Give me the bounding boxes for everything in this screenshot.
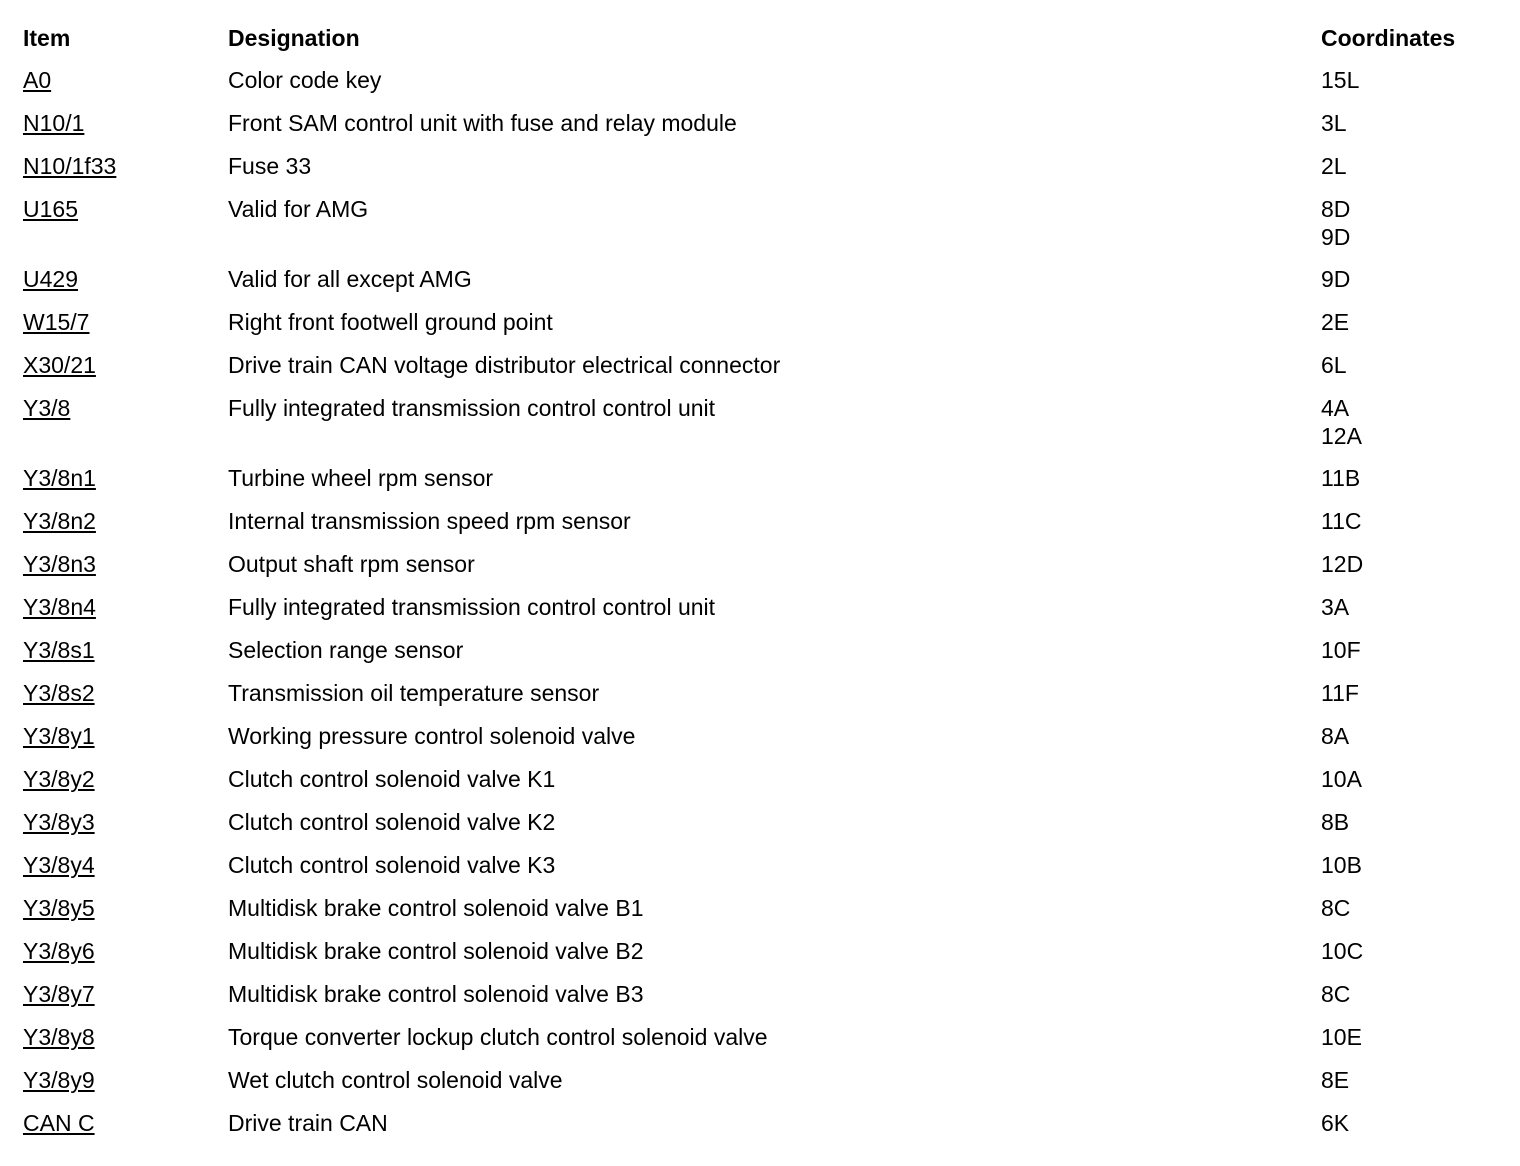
item-link[interactable]: Y3/8y2 (23, 766, 95, 792)
coordinate-value: 3L (1321, 110, 1347, 136)
designation-text: Drive train CAN voltage distributor electrical connector (228, 352, 781, 378)
coordinate-value: 2L (1321, 153, 1347, 179)
designation-text: Working pressure control solenoid valve (228, 723, 636, 749)
item-link[interactable]: X30/21 (23, 352, 96, 378)
designation-text: Fully integrated transmission control control unit (228, 594, 716, 620)
designation-text: Color code key (228, 67, 382, 93)
item-link[interactable]: Y3/8s2 (23, 680, 95, 706)
coordinate-value: 12D (1321, 551, 1364, 577)
coordinate-value: 12A (1321, 423, 1362, 449)
designation-text: Multidisk brake control solenoid valve B1 (228, 895, 644, 921)
coordinate-value: 10C (1321, 938, 1364, 964)
designation-text: Clutch control solenoid valve K1 (228, 766, 556, 792)
designation-text: Valid for all except AMG (228, 266, 472, 292)
coordinate-value: 6K (1321, 1110, 1350, 1136)
table-row (23, 152, 1503, 195)
table-row (23, 464, 1503, 507)
designation-text: Turbine wheel rpm sensor (228, 465, 494, 491)
designation-text: Clutch control solenoid valve K2 (228, 809, 556, 835)
item-link[interactable]: Y3/8 (23, 395, 71, 421)
coordinates-cell (1321, 1109, 1349, 1137)
item-link[interactable]: Y3/8n2 (23, 508, 96, 534)
coordinate-value: 8B (1321, 809, 1350, 835)
coordinate-value: 9D (1321, 224, 1351, 250)
coordinates-cell (1321, 265, 1350, 293)
item-link[interactable]: Y3/8y3 (23, 809, 95, 835)
item-link[interactable]: Y3/8y4 (23, 852, 95, 878)
coordinates-cell (1321, 66, 1359, 94)
table-row (23, 195, 1503, 265)
item-link[interactable]: Y3/8y5 (23, 895, 95, 921)
table-row (23, 394, 1503, 464)
designation-text: Transmission oil temperature sensor (228, 680, 600, 706)
item-link[interactable]: Y3/8n4 (23, 594, 96, 620)
coordinate-value: 10B (1321, 852, 1362, 878)
item-link[interactable]: Y3/8s1 (23, 637, 95, 663)
item-link[interactable]: Y3/8y9 (23, 1067, 95, 1093)
designation-text: Multidisk brake control solenoid valve B2 (228, 938, 644, 964)
coordinate-value: 11B (1321, 465, 1361, 491)
table-row (23, 593, 1503, 636)
designation-text: Wet clutch control solenoid valve (228, 1067, 563, 1093)
header-coordinates: Coordinates (1321, 25, 1456, 51)
table-row (23, 808, 1503, 851)
coordinate-value: 3A (1321, 594, 1350, 620)
coordinates-cell (1321, 722, 1349, 750)
table-row (23, 109, 1503, 152)
coordinates-cell (1321, 394, 1362, 450)
coordinates-cell (1321, 109, 1347, 137)
coordinates-cell (1321, 308, 1349, 336)
coordinates-cell (1321, 1023, 1362, 1051)
coordinate-value: 4A (1321, 395, 1350, 421)
coordinate-value: 9D (1321, 266, 1351, 292)
coordinate-value: 2E (1321, 309, 1350, 335)
coordinates-cell (1321, 152, 1347, 180)
item-link[interactable]: Y3/8n1 (23, 465, 96, 491)
coordinate-value: 11F (1321, 680, 1359, 706)
table-row (23, 894, 1503, 937)
item-link[interactable]: N10/1 (23, 110, 85, 136)
coordinates-cell (1321, 464, 1360, 492)
table-row (23, 1109, 1503, 1152)
coordinates-cell (1321, 894, 1350, 922)
coordinates-cell (1321, 980, 1350, 1008)
coordinates-cell (1321, 765, 1362, 793)
designation-text: Multidisk brake control solenoid valve B3 (228, 981, 644, 1007)
designation-text: Selection range sensor (228, 637, 464, 663)
table-row (23, 980, 1503, 1023)
item-link[interactable]: U165 (23, 196, 78, 222)
coordinates-cell (1321, 679, 1359, 707)
designation-text: Clutch control solenoid valve K3 (228, 852, 556, 878)
table-row (23, 722, 1503, 765)
designation-text: Fully integrated transmission control control unit (228, 395, 716, 421)
item-link[interactable]: Y3/8y6 (23, 938, 95, 964)
table-row (23, 308, 1503, 351)
designation-text: Drive train CAN (228, 1110, 388, 1136)
table-body (23, 66, 1503, 1152)
coordinates-cell (1321, 636, 1361, 664)
table-row (23, 550, 1503, 593)
coordinate-value: 10F (1321, 637, 1361, 663)
header-designation: Designation (228, 25, 360, 51)
coordinates-cell (1321, 351, 1347, 379)
coordinates-cell (1321, 507, 1362, 535)
item-link[interactable]: Y3/8n3 (23, 551, 96, 577)
coordinate-value: 8C (1321, 895, 1351, 921)
designation-text: Right front footwell ground point (228, 309, 553, 335)
coordinate-value: 15L (1321, 67, 1360, 93)
item-link[interactable]: N10/1f33 (23, 153, 117, 179)
coordinate-value: 8A (1321, 723, 1350, 749)
coordinate-value: 8E (1321, 1067, 1350, 1093)
table-row (23, 1066, 1503, 1109)
item-link[interactable]: Y3/8y7 (23, 981, 95, 1007)
designation-text: Internal transmission speed rpm sensor (228, 508, 631, 534)
table-row (23, 679, 1503, 722)
table-row (23, 265, 1503, 308)
header-item: Item (23, 25, 71, 51)
coordinates-cell (1321, 808, 1349, 836)
coordinates-cell (1321, 195, 1350, 251)
coordinate-value: 11C (1321, 508, 1362, 534)
coordinates-cell (1321, 1066, 1349, 1094)
designation-text: Fuse 33 (228, 153, 312, 179)
coordinates-cell (1321, 550, 1363, 578)
item-link[interactable]: CAN C (23, 1110, 95, 1136)
table-row (23, 937, 1503, 980)
table-row (23, 1023, 1503, 1066)
table-row (23, 351, 1503, 394)
table-row (23, 636, 1503, 679)
table-row (23, 507, 1503, 550)
coordinate-value: 8C (1321, 981, 1351, 1007)
table-header (23, 24, 1503, 66)
table-row (23, 765, 1503, 808)
coordinate-value: 8D (1321, 196, 1351, 222)
item-link[interactable]: A0 (23, 67, 52, 93)
designation-text: Output shaft rpm sensor (228, 551, 475, 577)
coordinates-cell (1321, 851, 1362, 879)
coordinate-value: 10E (1321, 1024, 1362, 1050)
coordinate-value: 6L (1321, 352, 1347, 378)
item-link[interactable]: U429 (23, 266, 78, 292)
item-link[interactable]: Y3/8y8 (23, 1024, 95, 1050)
item-link[interactable]: Y3/8y1 (23, 723, 95, 749)
table-row (23, 66, 1503, 109)
component-legend-table (23, 24, 1503, 1152)
designation-text: Torque converter lockup clutch control solenoid valve (228, 1024, 768, 1050)
table-row (23, 851, 1503, 894)
item-link[interactable]: W15/7 (23, 309, 90, 335)
designation-text: Front SAM control unit with fuse and relay module (228, 110, 737, 136)
coordinates-cell (1321, 937, 1363, 965)
designation-text: Valid for AMG (228, 196, 369, 222)
coordinates-cell (1321, 593, 1349, 621)
coordinate-value: 10A (1321, 766, 1362, 792)
